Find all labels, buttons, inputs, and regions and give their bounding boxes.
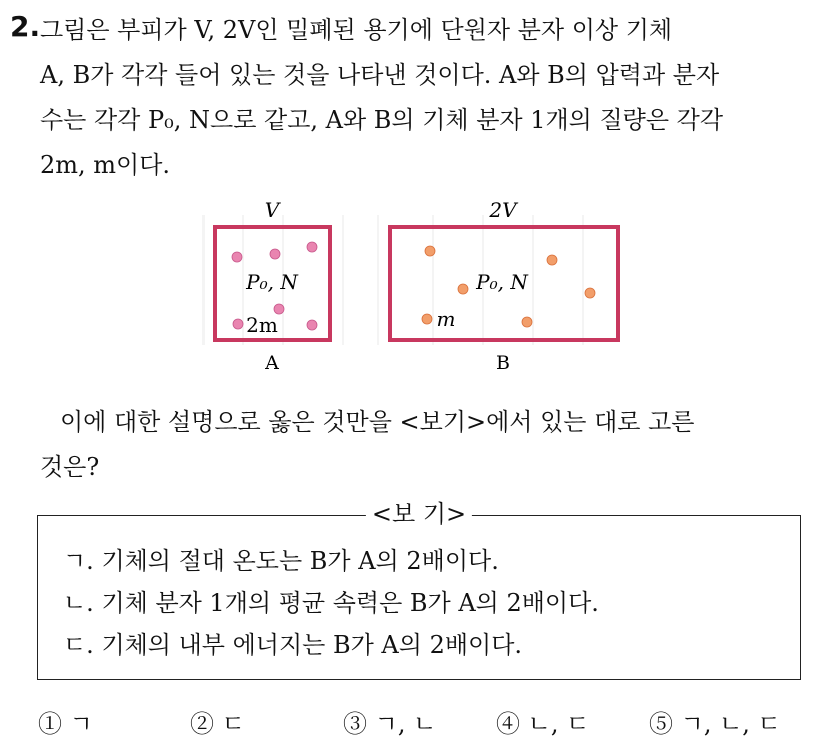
mass-label-a: 2m xyxy=(246,313,278,337)
particle-b xyxy=(547,255,557,265)
state-label-b: P₀, N xyxy=(476,270,528,294)
bogi-item-2: ㄴ. 기체 분자 1개의 평균 속력은 B가 A의 2배이다. xyxy=(63,589,599,617)
particle-a xyxy=(307,320,317,330)
prompt-line-1: 이에 대한 설명으로 옳은 것만을 <보기>에서 있는 대로 고른 xyxy=(60,408,695,436)
prompt-line-2: 것은? xyxy=(40,453,100,481)
figure-svg xyxy=(202,195,632,385)
particle-b xyxy=(522,317,532,327)
particle-a xyxy=(232,252,242,262)
bogi-title: <보 기> xyxy=(366,498,472,530)
mass-label-b: m xyxy=(436,307,456,331)
particle-b xyxy=(585,288,595,298)
stem-line-4: 2m, m이다. xyxy=(40,151,171,179)
question-stem xyxy=(40,8,805,188)
state-label-a: P₀, N xyxy=(246,270,298,294)
choice-3[interactable]: ③ ㄱ, ㄴ xyxy=(343,710,437,738)
stem-line-2: A, B가 각각 들어 있는 것을 나타낸 것이다. A와 B의 압력과 분자 xyxy=(40,61,720,89)
answer-choices xyxy=(38,706,808,742)
particle-a xyxy=(270,249,280,259)
choice-1[interactable]: ① ㄱ xyxy=(38,710,93,738)
container-name-b: B xyxy=(496,352,510,374)
choice-2[interactable]: ② ㄷ xyxy=(190,710,245,738)
stem-line-3: 수는 각각 P₀, N으로 같고, A와 B의 기체 분자 1개의 질량은 각각 xyxy=(40,106,724,134)
choice-4[interactable]: ④ ㄴ, ㄷ xyxy=(496,710,590,738)
question-prompt xyxy=(40,400,805,490)
choice-5[interactable]: ⑤ ㄱ, ㄴ, ㄷ xyxy=(649,710,781,738)
bogi-item-1: ㄱ. 기체의 절대 온도는 B가 A의 2배이다. xyxy=(63,547,499,575)
bogi-box xyxy=(37,500,801,680)
particle-a xyxy=(307,242,317,252)
gas-containers-figure xyxy=(202,195,632,385)
particle-b xyxy=(425,246,435,256)
particle-a xyxy=(233,319,243,329)
stem-line-1: 그림은 부피가 V, 2V인 밀폐된 용기에 단원자 분자 이상 기체 xyxy=(40,16,673,44)
particle-b xyxy=(458,284,468,294)
volume-label-b: 2V xyxy=(489,198,517,222)
volume-label-a: V xyxy=(264,198,280,222)
container-name-a: A xyxy=(265,352,279,374)
bogi-item-3: ㄷ. 기체의 내부 에너지는 B가 A의 2배이다. xyxy=(63,631,523,659)
question-number: 2. xyxy=(10,10,41,43)
particle-b xyxy=(422,314,432,324)
